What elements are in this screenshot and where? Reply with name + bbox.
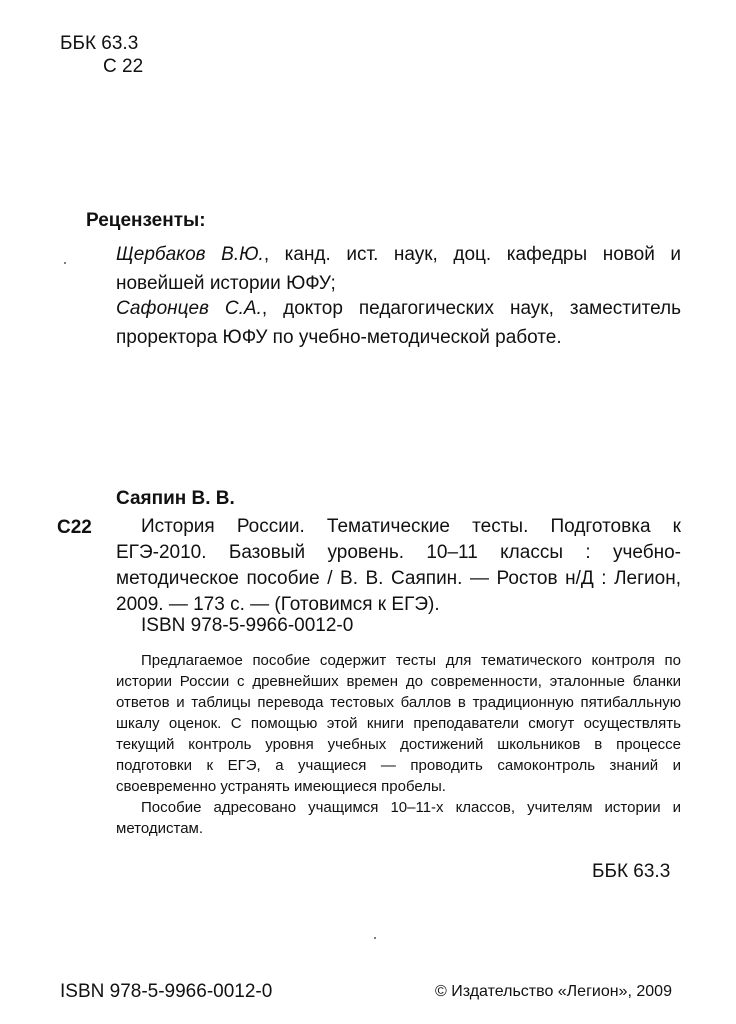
reviewer-entry [116,240,681,298]
scan-speck [374,937,376,939]
bibliography-isbn: ISBN 978-5-9966-0012-0 [141,615,354,636]
bibliography-code: С22 [57,517,92,538]
reviewer-entry [116,294,681,352]
reviewer-details: , доктор педагогических наук, заместитель проректора ЮФУ по учебно-методической работе. [116,298,681,348]
reviewer-name: Сафонцев С.А. [116,298,262,319]
footer-isbn: ISBN 978-5-9966-0012-0 [60,981,273,1002]
annotation [116,650,681,839]
reviewer-name: Щербаков В.Ю. [116,244,264,265]
bbk-bottom: ББК 63.3 [592,861,671,882]
author-sign-code: С 22 [103,56,144,77]
annotation-paragraph: Предлагаемое пособие содержит тесты для тематического контроля по истории России с древнейших времен до современности, эталонные бланки ответов и таблицы перевода тестовых баллов в традиционную пятибалльную шкалу оценок. С помощью этой книги преподаватели смогут осуществлять текущий контроль уровня учебных достижений школьников в процессе подготовки к ЕГЭ, а учащиеся — проводить самоконтроль знаний и своевременно устранять имеющиеся пробелы. [116,652,681,795]
bibliography-description: История России. Тематические тесты. Подготовка к ЕГЭ-2010. Базовый уровень. 10–11 классы : учебно-методическое пособие / В. В. Саяпин. — Ростов н/Д : Легион, 2009. — 173 с. — (Готовимся к ЕГЭ). [116,516,681,615]
annotation-paragraph: Пособие адресовано учащимся 10–11-х классов, учителям истории и методистам. [116,799,681,837]
reviewers-heading: Рецензенты: [86,210,206,231]
bbk-classification: ББК 63.3 [60,33,139,54]
scan-speck [64,262,66,264]
bibliography-author: Саяпин В. В. [116,488,235,509]
copyright-notice: © Издательство «Легион», 2009 [435,983,672,1000]
reviewer-details: , канд. ист. наук, доц. кафедры новой и новейшей истории ЮФУ; [116,244,682,294]
